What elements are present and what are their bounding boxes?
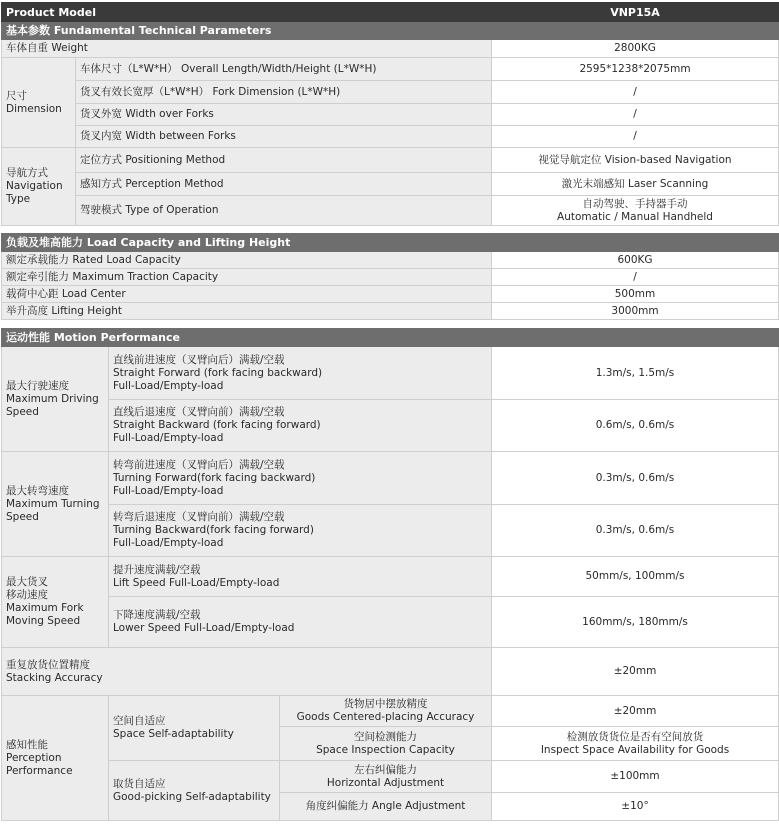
table-row: [2, 761, 779, 793]
row-label: [109, 452, 492, 505]
label-line: 导航方式: [6, 167, 48, 179]
table-row: [2, 505, 779, 557]
row-label: [109, 597, 492, 648]
table-row: [2, 303, 779, 320]
table-row: [2, 452, 779, 505]
subgroup-label: [109, 696, 280, 761]
group-label-perception: [2, 696, 109, 821]
row-value: 600KG: [492, 252, 779, 269]
row-value: ±20mm: [492, 648, 779, 696]
row-value: 3000mm: [492, 303, 779, 320]
row-value: 视觉导航定位 Vision-based Navigation: [492, 148, 779, 173]
label-line: 最大行驶速度: [6, 379, 69, 392]
table-row: [2, 148, 779, 173]
table-row: [2, 196, 779, 226]
label-line: 转弯后退速度（叉臂向前）满载/空载: [113, 511, 285, 523]
label-line: Full-Load/Empty-load: [113, 379, 224, 392]
label-line: 空间自适应: [113, 715, 166, 727]
label-line: 最大货叉: [6, 576, 48, 588]
label-line: 感知性能: [6, 738, 48, 751]
label-line: Space Inspection Capacity: [316, 743, 455, 756]
row-value: ±100mm: [492, 761, 779, 793]
row-value: /: [492, 269, 779, 286]
label-line: Perception: [6, 751, 62, 764]
value-line: Inspect Space Availability for Goods: [540, 743, 730, 756]
section-fundamental: [2, 22, 779, 40]
label-line: Lower Speed Full-Load/Empty-load: [113, 622, 295, 634]
label-line: Turning Forward(fork facing backward): [113, 471, 316, 484]
label-line: Maximum Fork: [6, 602, 84, 614]
label-line: 移动速度: [6, 589, 48, 601]
label-line: Navigation: [6, 180, 63, 192]
label-line: 直线前进速度（叉臂向后）满载/空载: [113, 353, 285, 366]
table-row: [2, 104, 779, 126]
value-line: 自动驾驶、手持器手动: [582, 197, 688, 210]
label-line: Turning Backward(fork facing forward): [113, 524, 314, 536]
header-row: [2, 3, 779, 22]
row-label: 额定承载能力 Rated Load Capacity: [2, 252, 492, 269]
row-label: 货叉有效长宽厚（L*W*H） Fork Dimension (L*W*H): [76, 81, 492, 104]
label-line: Good-picking Self-adaptability: [113, 790, 271, 803]
label-line: 尺寸: [6, 89, 27, 102]
table-row: [2, 269, 779, 286]
table-row: [2, 40, 779, 58]
row-value: 160mm/s, 180mm/s: [492, 597, 779, 648]
label-line: 提升速度满载/空载: [113, 563, 201, 576]
row-value: [492, 196, 779, 226]
label-line: Performance: [6, 764, 73, 777]
label-line: Stacking Accuracy: [6, 671, 103, 684]
value-line: 检测放货货位是否有空间放货: [566, 730, 704, 743]
row-label: 货叉外宽 Width over Forks: [76, 104, 492, 126]
label-line: 空间检测能力: [354, 730, 417, 743]
table-row: [2, 597, 779, 648]
label-line: 直线后退速度（叉臂向前）满载/空载: [113, 406, 285, 418]
fundamental-table: [1, 2, 779, 226]
table-row: [2, 648, 779, 696]
table-row: [2, 696, 779, 727]
section-title: 基本参数 Fundamental Technical Parameters: [2, 22, 779, 40]
table-row: [2, 557, 779, 597]
row-value: 激光末端感知 Laser Scanning: [492, 173, 779, 196]
label-line: 重复放货位置精度: [6, 658, 90, 671]
row-label: [109, 347, 492, 400]
row-label: [109, 400, 492, 452]
label-line: Straight Backward (fork facing forward): [113, 419, 321, 431]
label-line: Full-Load/Empty-load: [113, 432, 224, 444]
label-line: Maximum Turning: [6, 497, 100, 510]
label-line: Full-Load/Empty-load: [113, 537, 224, 549]
row-label: [280, 761, 492, 793]
group-label-navigation: [2, 148, 76, 226]
group-label-driving: [2, 347, 109, 452]
row-label: [280, 696, 492, 727]
row-label: 感知方式 Perception Method: [76, 173, 492, 196]
label-line: Full-Load/Empty-load: [113, 484, 224, 497]
load-table: [1, 233, 779, 320]
label-line: Moving Speed: [6, 615, 81, 627]
label-line: Maximum Driving: [6, 392, 99, 405]
row-value: 50mm/s, 100mm/s: [492, 557, 779, 597]
table-row: [2, 252, 779, 269]
row-label: 载荷中心距 Load Center: [2, 286, 492, 303]
row-label: [109, 505, 492, 557]
row-label: 角度纠偏能力 Angle Adjustment: [280, 793, 492, 821]
row-value: [492, 727, 779, 761]
section-load: [2, 234, 779, 252]
label-line: 取货自适应: [113, 777, 166, 790]
label-line: Speed: [6, 510, 39, 523]
group-label-dimension: [2, 58, 76, 148]
model-value: VNP15A: [492, 3, 779, 22]
table-row: [2, 400, 779, 452]
label-line: Space Self-adaptability: [113, 728, 234, 740]
table-row: [2, 81, 779, 104]
label-line: Lift Speed Full-Load/Empty-load: [113, 576, 280, 589]
row-value: 1.3m/s, 1.5m/s: [492, 347, 779, 400]
row-value: ±20mm: [492, 696, 779, 727]
table-row: [2, 126, 779, 148]
row-value: 0.6m/s, 0.6m/s: [492, 400, 779, 452]
label-line: Straight Forward (fork facing backward): [113, 366, 323, 379]
row-value: /: [492, 81, 779, 104]
label-line: Goods Centered-placing Accuracy: [296, 711, 475, 723]
row-value: /: [492, 104, 779, 126]
row-value: 0.3m/s, 0.6m/s: [492, 452, 779, 505]
label-line: Dimension: [6, 102, 62, 115]
row-label: 定位方式 Positioning Method: [76, 148, 492, 173]
label-line: 最大转弯速度: [6, 484, 69, 497]
group-label-fork: [2, 557, 109, 648]
table-row: [2, 347, 779, 400]
row-value: 0.3m/s, 0.6m/s: [492, 505, 779, 557]
table-row: [2, 58, 779, 81]
label-line: Horizontal Adjustment: [326, 776, 445, 789]
product-model-label: Product Model: [2, 3, 492, 22]
section-title: 运动性能 Motion Performance: [2, 329, 779, 347]
row-label: [109, 557, 492, 597]
section-title: 负载及堆高能力 Load Capacity and Lifting Height: [2, 234, 779, 252]
label-line: Type: [6, 193, 31, 205]
label-line: Speed: [6, 405, 39, 418]
row-label: 驾驶模式 Type of Operation: [76, 196, 492, 226]
row-value: 2800KG: [492, 40, 779, 58]
row-label: [280, 727, 492, 761]
label-line: 下降速度满载/空载: [113, 609, 201, 621]
value-line: Automatic / Manual Handheld: [557, 210, 713, 223]
section-motion: [2, 329, 779, 347]
label-line: 转弯前进速度（叉臂向后）满载/空载: [113, 458, 285, 471]
row-label: 车体自重 Weight: [2, 40, 492, 58]
row-value: 500mm: [492, 286, 779, 303]
label-line: 货物居中摆放精度: [343, 698, 428, 710]
table-row: [2, 173, 779, 196]
row-label: 举升高度 Lifting Height: [2, 303, 492, 320]
row-value: /: [492, 126, 779, 148]
motion-table: [1, 328, 779, 821]
row-value: 2595*1238*2075mm: [492, 58, 779, 81]
row-label: 额定牵引能力 Maximum Traction Capacity: [2, 269, 492, 286]
row-label: 货叉内宽 Width between Forks: [76, 126, 492, 148]
label-line: 左右纠偏能力: [354, 763, 417, 776]
table-row: [2, 286, 779, 303]
group-label-turning: [2, 452, 109, 557]
row-label: 车体尺寸（L*W*H） Overall Length/Width/Height (L*W*H): [76, 58, 492, 81]
subgroup-label: [109, 761, 280, 821]
row-label: [2, 648, 492, 696]
row-value: ±10°: [492, 793, 779, 821]
